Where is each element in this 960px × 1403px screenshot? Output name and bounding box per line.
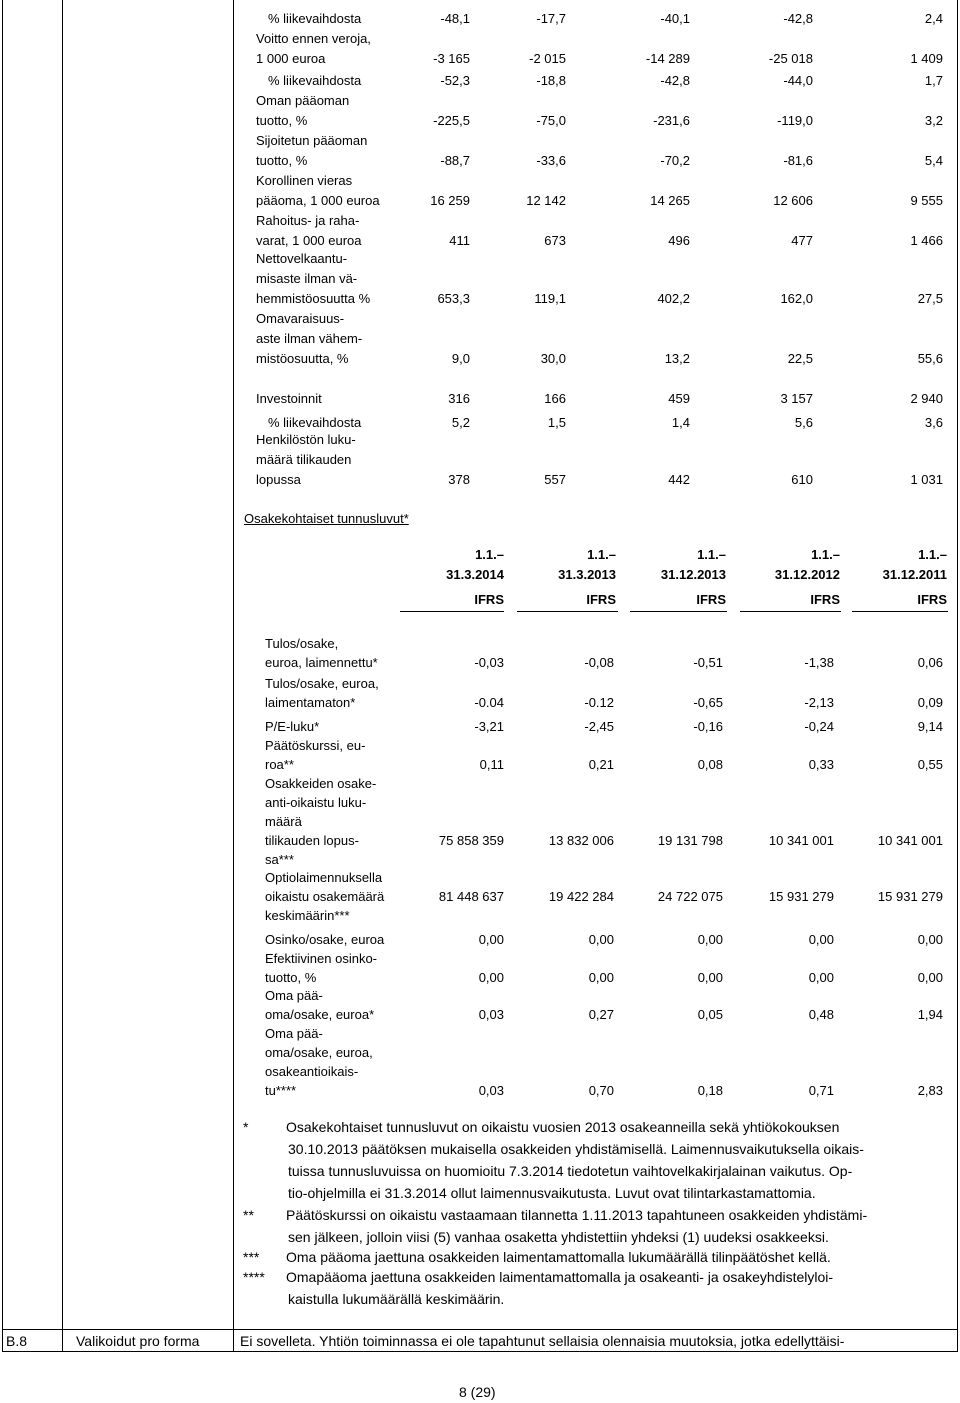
- top-row-value: -52,3: [440, 73, 470, 88]
- top-row-value: 2,4: [924, 11, 943, 26]
- top-row-label: mistöosuutta, %: [256, 351, 349, 366]
- per-share-value: -0.12: [584, 695, 614, 710]
- per-share-value: 13 832 006: [548, 833, 614, 848]
- per-share-value: 0,71: [808, 1083, 834, 1098]
- top-row-value: 3 157: [780, 391, 813, 406]
- footnote-symbol: ***: [243, 1249, 260, 1265]
- top-row-value: 16 259: [430, 193, 470, 208]
- per-share-value: 0,55: [917, 757, 943, 772]
- top-row-value: 166: [544, 391, 566, 406]
- footnote-symbol: **: [243, 1207, 254, 1223]
- top-row-value: 5,4: [924, 153, 943, 168]
- per-share-value: 0,05: [697, 1007, 723, 1022]
- top-row-label: 1 000 euroa: [256, 51, 326, 66]
- top-row-label: Henkilöstön luku-: [256, 432, 356, 447]
- per-share-value: 0,00: [697, 932, 723, 947]
- period-header-standard: IFRS: [474, 592, 504, 607]
- per-share-label: tilikauden lopus-: [265, 833, 359, 848]
- per-share-value: 0,21: [588, 757, 614, 772]
- per-share-value: 0,00: [478, 970, 504, 985]
- top-row-value: -88,7: [440, 153, 470, 168]
- top-row-value: 14 265: [650, 193, 690, 208]
- top-row-value: 378: [448, 472, 470, 487]
- period-header-line2: 31.12.2011: [882, 567, 947, 582]
- top-row-value: 5,6: [794, 415, 813, 430]
- per-share-value: 0,18: [697, 1083, 723, 1098]
- footnote-text-line: Osakekohtaiset tunnusluvut on oikaistu vuosien 2013 osakeanneilla sekä yhtiökokouksen: [286, 1119, 840, 1135]
- per-share-value: 0,70: [588, 1083, 614, 1098]
- top-row-value: 55,6: [917, 351, 943, 366]
- per-share-value: -0,65: [693, 695, 723, 710]
- per-share-value: 0,03: [478, 1007, 504, 1022]
- section-title: Valikoidut pro forma: [76, 1333, 200, 1349]
- per-share-value: 0,27: [588, 1007, 614, 1022]
- top-row-label: Oman pääoman: [256, 93, 350, 108]
- top-row-value: 1,7: [924, 73, 943, 88]
- top-row-value: 162,0: [780, 291, 813, 306]
- top-row-value: -119,0: [777, 113, 813, 128]
- top-row-value: 1 409: [910, 51, 943, 66]
- top-row-value: 13,2: [664, 351, 690, 366]
- period-header-line1: 1.1.–: [697, 547, 726, 562]
- per-share-value: -2,13: [804, 695, 834, 710]
- top-row-value: 9 555: [910, 193, 943, 208]
- per-share-value: 81 448 637: [438, 889, 504, 904]
- top-row-value: -40,1: [660, 11, 690, 26]
- per-share-label: Oma pää-: [265, 988, 323, 1003]
- per-share-value: -0,03: [474, 655, 504, 670]
- top-row-value: 442: [668, 472, 690, 487]
- per-share-value: -0.04: [474, 695, 504, 710]
- top-row-value: 27,5: [917, 291, 943, 306]
- section-code: B.8: [6, 1333, 28, 1349]
- top-row-label: % liikevaihdosta: [268, 73, 362, 88]
- period-header-line1: 1.1.–: [587, 547, 616, 562]
- per-share-value: 0,00: [478, 932, 504, 947]
- per-share-value: -0,51: [693, 655, 723, 670]
- per-share-label: Osinko/osake, euroa: [265, 932, 385, 947]
- page-number: 8 (29): [459, 1384, 496, 1400]
- per-share-label: sa***: [265, 852, 294, 867]
- per-share-value: 19 131 798: [657, 833, 723, 848]
- period-header-line1: 1.1.–: [918, 547, 947, 562]
- per-share-label: Tulos/osake,: [265, 636, 339, 651]
- period-header-line1: 1.1.–: [475, 547, 504, 562]
- per-share-label: laimentamaton*: [265, 695, 356, 710]
- top-row-value: 12 142: [526, 193, 566, 208]
- top-row-value: 119,1: [534, 291, 566, 306]
- top-row-value: -3 165: [433, 51, 470, 66]
- per-share-value: 15 931 279: [768, 889, 834, 904]
- per-share-value: 15 931 279: [877, 889, 943, 904]
- top-row-label: lopussa: [256, 472, 301, 487]
- top-row-value: 3,2: [924, 113, 943, 128]
- per-share-label: tu****: [265, 1083, 297, 1098]
- top-row-value: -75,0: [536, 113, 566, 128]
- per-share-value: 24 722 075: [657, 889, 723, 904]
- per-share-value: 0,06: [917, 655, 943, 670]
- per-share-value: 0,11: [479, 757, 504, 772]
- per-share-label: Osakkeiden osake-: [265, 776, 377, 791]
- top-row-value: -25 018: [768, 51, 813, 66]
- top-row-value: -44,0: [783, 73, 813, 88]
- top-row-label: Rahoitus- ja raha-: [256, 213, 360, 228]
- top-row-value: 3,6: [924, 415, 943, 430]
- footnote-text-line: sen jälkeen, jolloin viisi (5) vanhaa osaketta yhdistettiin yhdeksi (1) uudeksi osakkeeksi.: [288, 1229, 829, 1245]
- top-row-label: Voitto ennen veroja,: [256, 31, 371, 46]
- top-row-value: -33,6: [536, 153, 566, 168]
- per-share-label: anti-oikaistu luku-: [265, 795, 367, 810]
- top-row-value: -2 015: [529, 51, 566, 66]
- top-row-value: 9,0: [451, 351, 470, 366]
- period-header-standard: IFRS: [586, 592, 616, 607]
- per-share-value: 0,09: [917, 695, 943, 710]
- per-share-value: -0,08: [584, 655, 614, 670]
- footnote-text-line: Oma pääoma jaettuna osakkeiden laimentamattomalla lukumäärällä tilinpäätöshet kellä.: [286, 1249, 831, 1265]
- top-row-value: -42,8: [660, 73, 690, 88]
- top-row-value: -81,6: [783, 153, 813, 168]
- per-share-value: 9,14: [917, 719, 943, 734]
- per-share-value: 0,00: [917, 932, 943, 947]
- top-row-value: -42,8: [783, 11, 813, 26]
- per-share-value: 75 858 359: [438, 833, 504, 848]
- top-row-value: -48,1: [440, 11, 470, 26]
- per-share-value: 0,08: [697, 757, 723, 772]
- top-row-label: hemmistöosuutta %: [256, 291, 371, 306]
- per-share-value: -2,45: [584, 719, 614, 734]
- top-row-value: 1 031: [910, 472, 943, 487]
- top-row-label: pääoma, 1 000 euroa: [256, 193, 380, 208]
- per-share-value: 0,00: [697, 970, 723, 985]
- top-row-value: 2 940: [910, 391, 943, 406]
- period-header-standard: IFRS: [810, 592, 840, 607]
- per-share-value: 0,00: [808, 970, 834, 985]
- per-share-value: -0,24: [804, 719, 834, 734]
- top-row-value: 316: [448, 391, 470, 406]
- footnote-text-line: 30.10.2013 päätöksen mukaisella osakkeiden yhdistämisellä. Laimennusvaikutuksella oikais-: [288, 1141, 864, 1157]
- top-row-label: Nettovelkaantu-: [256, 251, 348, 266]
- per-share-value: 0,00: [588, 932, 614, 947]
- top-row-value: -231,6: [653, 113, 690, 128]
- top-row-value: 610: [791, 472, 813, 487]
- per-share-label: keskimäärin***: [265, 908, 350, 923]
- per-share-label: Päätöskurssi, eu-: [265, 738, 366, 753]
- top-row-value: 459: [668, 391, 690, 406]
- top-row-value: 12 606: [773, 193, 813, 208]
- per-share-value: -1,38: [804, 655, 834, 670]
- period-header-standard: IFRS: [696, 592, 726, 607]
- top-row-value: -17,7: [536, 11, 566, 26]
- per-share-value: 10 341 001: [877, 833, 943, 848]
- top-row-value: -225,5: [433, 113, 470, 128]
- section-text: Ei sovelleta. Yhtiön toiminnassa ei ole tapahtunut sellaisia olennaisia muutoksia, jotka edellyttäisi-: [240, 1333, 845, 1349]
- per-share-value: 0,00: [808, 932, 834, 947]
- per-share-value: 19 422 284: [548, 889, 614, 904]
- footnote-text-line: tuissa tunnusluvuissa on huomioitu 7.3.2014 tiedotetun vaihtovelkakirjalainan vaikutus. Op-: [288, 1163, 853, 1179]
- top-row-value: -18,8: [536, 73, 566, 88]
- top-row-label: varat, 1 000 euroa: [256, 233, 362, 248]
- per-share-label: Tulos/osake, euroa,: [265, 676, 379, 691]
- top-row-value: 411: [449, 233, 470, 248]
- top-row-value: 557: [544, 472, 566, 487]
- top-row-value: 5,2: [451, 415, 470, 430]
- section-heading: Osakekohtaiset tunnusluvut*: [244, 511, 409, 526]
- top-row-value: 1,5: [547, 415, 566, 430]
- per-share-value: -3,21: [474, 719, 504, 734]
- period-header-line2: 31.3.2014: [446, 567, 504, 582]
- per-share-label: oma/osake, euroa*: [265, 1007, 375, 1022]
- period-header-line2: 31.12.2013: [660, 567, 726, 582]
- top-row-label: määrä tilikauden: [256, 452, 352, 467]
- per-share-label: oikaistu osakemäärä: [265, 889, 385, 904]
- per-share-value: 10 341 001: [768, 833, 834, 848]
- top-row-value: 402,2: [657, 291, 690, 306]
- period-header-line1: 1.1.–: [811, 547, 840, 562]
- top-row-value: 653,3: [437, 291, 470, 306]
- top-row-label: Omavaraisuus-: [256, 311, 345, 326]
- period-header-line2: 31.3.2013: [558, 567, 616, 582]
- footnote-symbol: *: [243, 1119, 249, 1135]
- footnote-text-line: kaistulla lukumäärällä keskimäärin.: [288, 1291, 505, 1307]
- footnote-symbol: ****: [243, 1269, 265, 1285]
- period-header-standard: IFRS: [917, 592, 947, 607]
- footnote-text-line: tio-ohjelmilla ei 31.3.2014 ollut laimennusvaikutusta. Luvut ovat tilintarkastamattomia.: [288, 1185, 816, 1201]
- per-share-value: 0,48: [808, 1007, 834, 1022]
- top-row-value: 496: [668, 233, 690, 248]
- footnote-text-line: Päätöskurssi on oikaistu vastaamaan tilannetta 1.11.2013 tapahtuneen osakkeiden yhdistämi-: [286, 1207, 868, 1223]
- top-row-label: tuotto, %: [256, 153, 308, 168]
- top-row-label: Korollinen vieras: [256, 173, 353, 188]
- top-row-value: 22,5: [787, 351, 813, 366]
- top-row-label: Sijoitetun pääoman: [256, 133, 368, 148]
- top-row-value: -70,2: [660, 153, 690, 168]
- per-share-label: euroa, laimennettu*: [265, 655, 378, 670]
- per-share-label: osakeantioikais-: [265, 1064, 359, 1079]
- per-share-value: 0,00: [917, 970, 943, 985]
- per-share-value: 2,83: [917, 1083, 943, 1098]
- top-row-label: tuotto, %: [256, 113, 308, 128]
- top-row-value: 30,0: [540, 351, 566, 366]
- per-share-value: 0,33: [808, 757, 834, 772]
- period-header-line2: 31.12.2012: [774, 567, 840, 582]
- top-row-value: 477: [791, 233, 813, 248]
- per-share-label: Efektiivinen osinko-: [265, 951, 377, 966]
- top-row-label: misaste ilman vä-: [256, 271, 358, 286]
- per-share-label: P/E-luku*: [265, 719, 320, 734]
- per-share-label: Oma pää-: [265, 1026, 323, 1041]
- top-row-label: % liikevaihdosta: [268, 11, 362, 26]
- footnote-text-line: Omapääoma jaettuna osakkeiden laimentamattomalla ja osakeanti- ja osakeyhdistelyloi-: [286, 1269, 834, 1285]
- top-row-value: -14 289: [645, 51, 690, 66]
- per-share-value: -0,16: [693, 719, 723, 734]
- top-row-label: % liikevaihdosta: [268, 415, 362, 430]
- per-share-label: roa**: [265, 757, 294, 772]
- per-share-value: 1,94: [917, 1007, 943, 1022]
- per-share-label: määrä: [265, 814, 302, 829]
- per-share-label: Optiolaimennuksella: [265, 870, 383, 885]
- top-row-value: 1,4: [671, 415, 690, 430]
- top-row-label: Investoinnit: [256, 391, 322, 406]
- per-share-label: oma/osake, euroa,: [265, 1045, 373, 1060]
- top-row-value: 673: [544, 233, 566, 248]
- per-share-value: 0,03: [478, 1083, 504, 1098]
- top-row-value: 1 466: [910, 233, 943, 248]
- per-share-value: 0,00: [588, 970, 614, 985]
- per-share-label: tuotto, %: [265, 970, 317, 985]
- top-row-label: aste ilman vähem-: [256, 331, 363, 346]
